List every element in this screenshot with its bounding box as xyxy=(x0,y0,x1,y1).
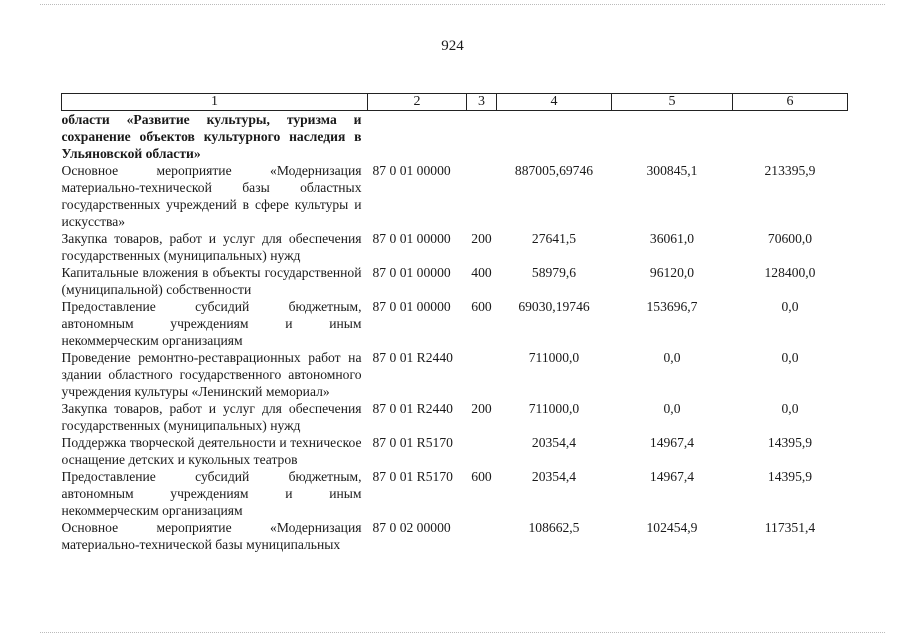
page-number: 924 xyxy=(441,38,464,54)
row-code: 87 0 01 R2440 xyxy=(372,401,453,416)
row-expense-type xyxy=(467,111,497,163)
row-name: Капитальные вложения в объекты государственной (муниципальной) собственности xyxy=(61,265,362,297)
row-value-col5: 102454,9 xyxy=(646,520,698,535)
column-header: 6 xyxy=(733,94,848,111)
row-name: Предоставление субсидий бюджетным, автономным учреждениям и иным некоммерческим организациям xyxy=(61,299,362,348)
row-code: 87 0 01 00000 xyxy=(372,299,451,314)
row-name: Основное мероприятие «Модернизация материально-технической базы муниципальных xyxy=(61,520,362,552)
row-value-col6 xyxy=(733,111,848,163)
row-value-col4: 20354,4 xyxy=(531,469,577,484)
row-value-col5 xyxy=(612,111,733,163)
table-row xyxy=(62,230,848,264)
row-value-col4: 887005,69746 xyxy=(514,163,594,178)
row-name: области «Развитие культуры, туризма и сохранение объектов культурного наследия в Ульяновской области» xyxy=(61,112,362,161)
table-row xyxy=(62,111,848,163)
row-expense-type: 600 xyxy=(471,299,492,314)
row-value-col5: 0,0 xyxy=(663,350,681,365)
row-value-col6: 14395,9 xyxy=(767,469,813,484)
column-header: 3 xyxy=(467,94,497,111)
row-value-col6: 128400,0 xyxy=(764,265,816,280)
row-name: Предоставление субсидий бюджетным, автономным учреждениям и иным некоммерческим организациям xyxy=(61,469,362,518)
row-code: 87 0 01 R5170 xyxy=(372,469,453,484)
row-code: 87 0 01 00000 xyxy=(372,265,451,280)
row-value-col4: 20354,4 xyxy=(531,435,577,450)
column-header: 2 xyxy=(368,94,467,111)
column-header: 4 xyxy=(497,94,612,111)
row-value-col5: 14967,4 xyxy=(649,469,695,484)
row-expense-type xyxy=(467,162,497,230)
row-value-col6: 117351,4 xyxy=(764,520,816,535)
row-code: 87 0 01 00000 xyxy=(372,163,451,178)
column-header: 1 xyxy=(62,94,368,111)
row-expense-type: 200 xyxy=(471,401,492,416)
row-expense-type xyxy=(467,349,497,400)
row-code: 87 0 01 R5170 xyxy=(372,435,453,450)
table-row xyxy=(62,519,848,553)
row-value-col4 xyxy=(497,111,612,163)
table-row xyxy=(62,162,848,230)
row-value-col6: 0,0 xyxy=(781,350,799,365)
row-expense-type xyxy=(467,434,497,468)
column-header: 5 xyxy=(612,94,733,111)
row-name: Поддержка творческой деятельности и техническое оснащение детских и кукольных театров xyxy=(61,435,362,467)
row-value-col4: 69030,19746 xyxy=(518,299,590,314)
row-code: 87 0 01 R2440 xyxy=(372,350,453,365)
row-code: 87 0 01 00000 xyxy=(372,231,451,246)
row-code: 87 0 02 00000 xyxy=(372,520,451,535)
table-row xyxy=(62,434,848,468)
table-row xyxy=(62,298,848,349)
row-name: Основное мероприятие «Модернизация материально-технической базы областных государственных учреждений в сфере культуры и искусства» xyxy=(61,163,362,229)
row-expense-type: 400 xyxy=(471,265,492,280)
table-row xyxy=(62,264,848,298)
row-value-col6: 70600,0 xyxy=(767,231,813,246)
row-value-col6: 0,0 xyxy=(781,299,799,314)
table-row xyxy=(62,349,848,400)
scan-edge-bottom xyxy=(40,632,885,634)
row-name: Проведение ремонтно-реставрационных работ на здании областного государственного автономного учреждения культуры «Ленинский мемориал» xyxy=(61,350,362,399)
table-row xyxy=(62,468,848,519)
row-value-col4: 58979,6 xyxy=(531,265,577,280)
row-value-col6: 213395,9 xyxy=(764,163,816,178)
row-name: Закупка товаров, работ и услуг для обеспечения государственных (муниципальных) нужд xyxy=(61,231,362,263)
row-value-col6: 0,0 xyxy=(781,401,799,416)
row-value-col4: 711000,0 xyxy=(528,350,580,365)
row-value-col4: 108662,5 xyxy=(528,520,580,535)
row-value-col5: 300845,1 xyxy=(646,163,698,178)
row-expense-type: 600 xyxy=(471,469,492,484)
header-row xyxy=(62,94,848,111)
budget-table xyxy=(61,93,848,553)
row-expense-type: 200 xyxy=(471,231,492,246)
scan-edge-top xyxy=(40,4,885,6)
row-code xyxy=(368,111,467,163)
row-value-col6: 14395,9 xyxy=(767,435,813,450)
row-value-col5: 0,0 xyxy=(663,401,681,416)
row-value-col5: 36061,0 xyxy=(649,231,695,246)
row-value-col5: 96120,0 xyxy=(649,265,695,280)
row-value-col5: 14967,4 xyxy=(649,435,695,450)
row-name: Закупка товаров, работ и услуг для обеспечения государственных (муниципальных) нужд xyxy=(61,401,362,433)
row-value-col4: 711000,0 xyxy=(528,401,580,416)
row-value-col4: 27641,5 xyxy=(531,231,577,246)
row-value-col5: 153696,7 xyxy=(646,299,698,314)
row-expense-type xyxy=(467,519,497,553)
table-row xyxy=(62,400,848,434)
